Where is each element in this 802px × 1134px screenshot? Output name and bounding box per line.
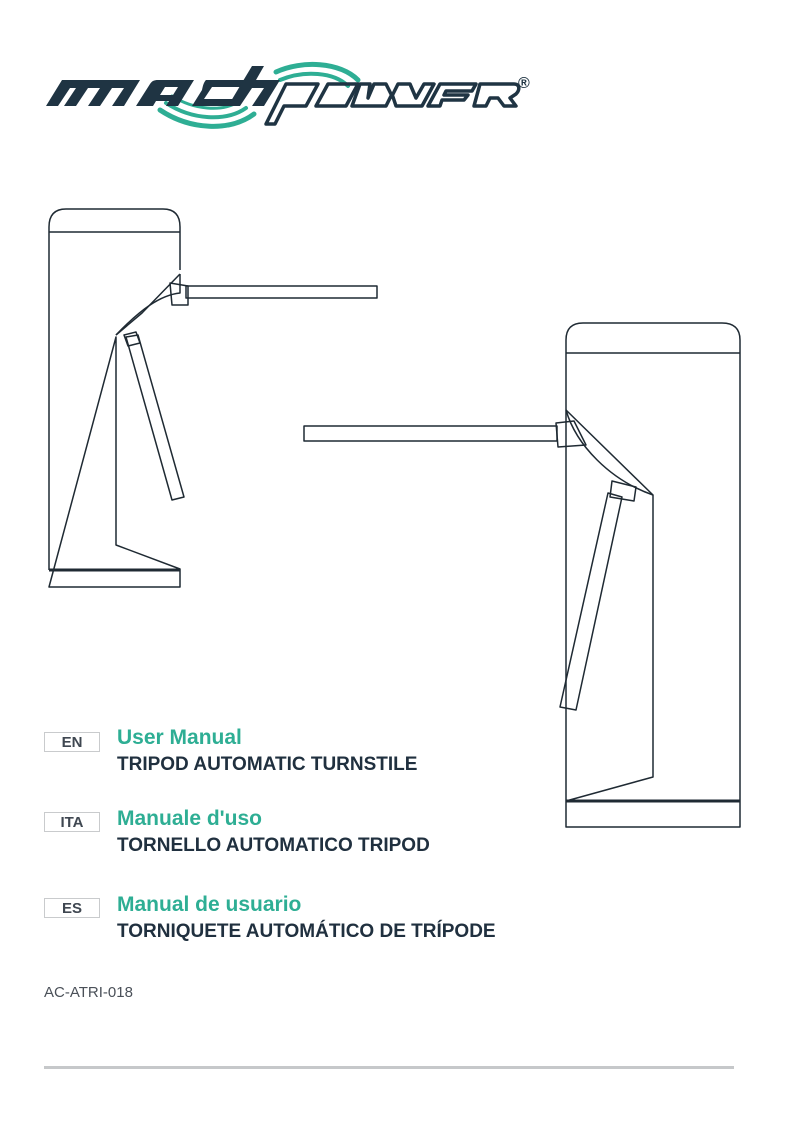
lang-tag-en: EN — [44, 732, 100, 752]
registered-mark: ® — [518, 75, 530, 92]
logo-power-letters — [266, 84, 519, 124]
footer-divider — [44, 1066, 734, 1069]
lang-tag-ita: ITA — [44, 812, 100, 832]
machpower-logo — [40, 58, 540, 133]
section-subtitle-en: TRIPOD AUTOMATIC TURNSTILE — [117, 754, 418, 775]
model-code: AC-ATRI-018 — [44, 984, 133, 1001]
left-turnstile-icon — [49, 209, 377, 587]
logo-mach-letters — [46, 66, 280, 106]
section-subtitle-ita: TORNELLO AUTOMATICO TRIPOD — [117, 835, 430, 856]
section-title-en: User Manual — [117, 726, 242, 749]
section-subtitle-es: TORNIQUETE AUTOMÁTICO DE TRÍPODE — [117, 921, 496, 942]
section-title-es: Manual de usuario — [117, 893, 302, 916]
right-turnstile-icon — [304, 323, 740, 827]
lang-tag-es: ES — [44, 898, 100, 918]
section-title-ita: Manuale d'uso — [117, 807, 263, 830]
